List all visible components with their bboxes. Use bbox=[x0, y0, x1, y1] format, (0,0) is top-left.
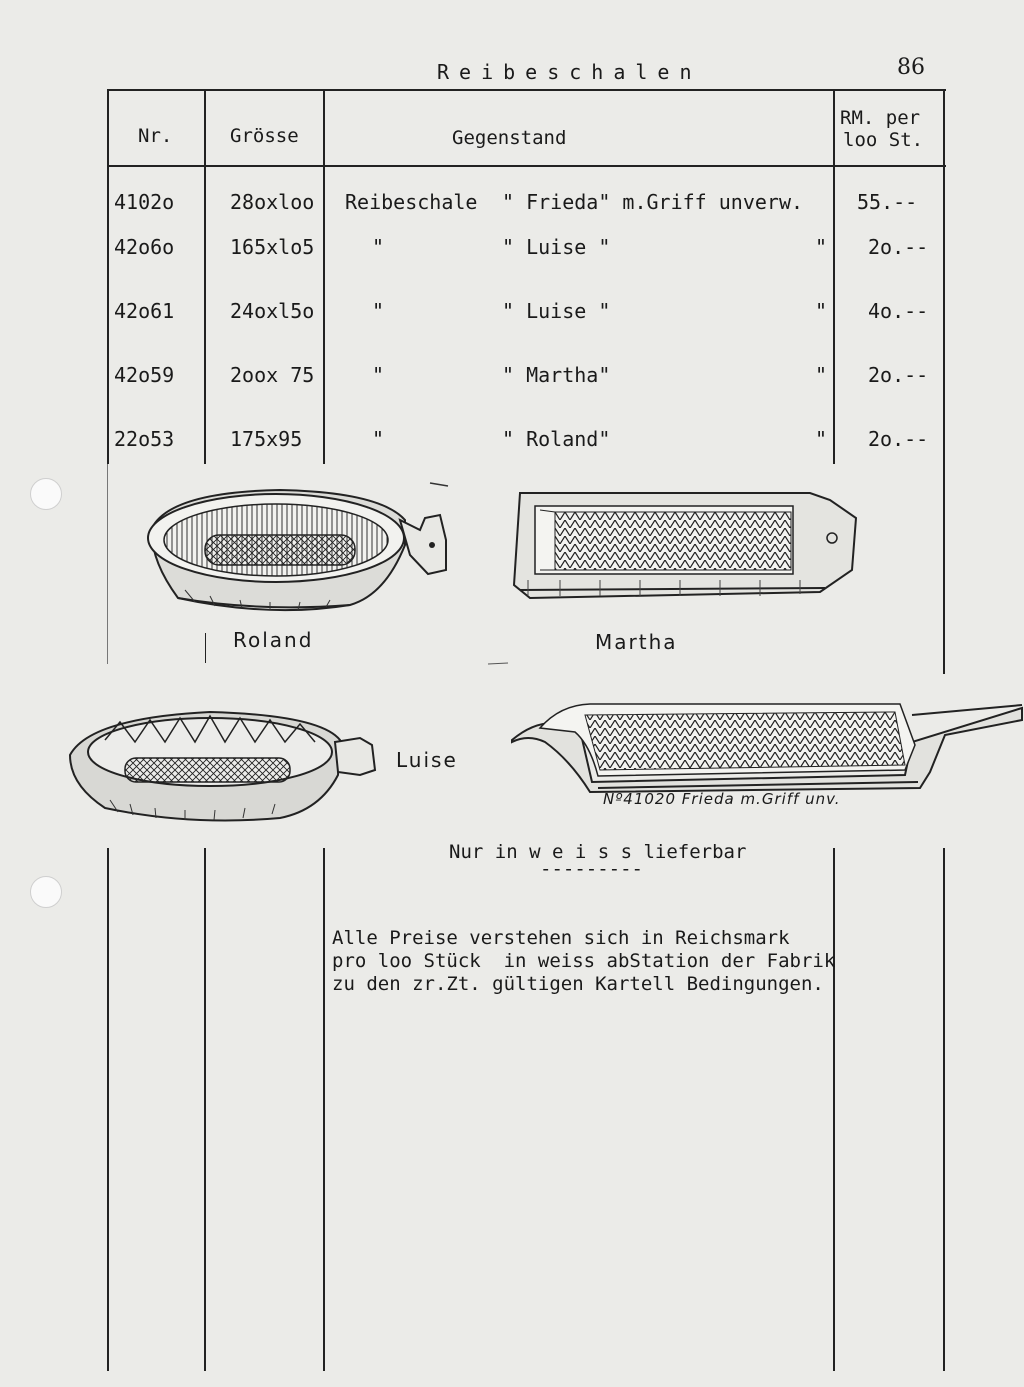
page-title: Reibeschalen bbox=[437, 60, 702, 84]
row-2-item-a: " bbox=[372, 299, 385, 323]
roland-dish-icon bbox=[148, 490, 446, 610]
row-4-item-c: " bbox=[815, 427, 828, 451]
row-3-item-a: " bbox=[372, 363, 385, 387]
row-4-size: 175x95 bbox=[230, 427, 303, 451]
row-4-item-a: " bbox=[372, 427, 385, 451]
lower-col-divider-nr bbox=[204, 848, 206, 1371]
row-2-price: 4o.-- bbox=[868, 299, 929, 323]
terms-line-2: pro loo Stück in weiss abStation der Fabrik bbox=[332, 950, 836, 972]
lower-col-divider-size bbox=[323, 848, 325, 1371]
stray-mark bbox=[488, 663, 508, 664]
row-1-nr: 42o6o bbox=[114, 235, 175, 259]
roland-label: Roland bbox=[233, 628, 314, 652]
header-item: Gegenstand bbox=[452, 127, 567, 149]
row-0-size: 28oxloo bbox=[230, 190, 315, 214]
row-3-nr: 42o59 bbox=[114, 363, 175, 387]
row-0-item-a: Reibeschale bbox=[345, 190, 478, 214]
col-divider-price bbox=[833, 89, 835, 464]
row-1-item-c: " bbox=[815, 235, 828, 259]
row-3-price: 2o.-- bbox=[868, 363, 929, 387]
row-1-item-b: " Luise " bbox=[502, 235, 611, 259]
row-0-nr: 4102o bbox=[114, 190, 175, 214]
lower-right-border bbox=[943, 848, 945, 1371]
row-1-item-a: " bbox=[372, 235, 385, 259]
col-divider-nr bbox=[204, 89, 206, 464]
row-3-item-b: " Martha" bbox=[502, 363, 611, 387]
frieda-label: Nº41020 Frieda m.Griff unv. bbox=[603, 790, 841, 808]
row-3-item-c: " bbox=[815, 363, 828, 387]
row-3-size: 2oox 75 bbox=[230, 363, 315, 387]
martha-grater-icon bbox=[514, 493, 856, 598]
row-2-size: 24oxl5o bbox=[230, 299, 315, 323]
row-0-price: 55.-- bbox=[857, 190, 918, 214]
availability-underline: --------- bbox=[540, 858, 643, 880]
luise-label: Luise bbox=[396, 748, 458, 772]
row-4-item-b: " Roland" bbox=[502, 427, 611, 451]
row-4-nr: 22o53 bbox=[114, 427, 175, 451]
luise-dish-icon bbox=[70, 712, 375, 820]
row-4-price: 2o.-- bbox=[868, 427, 929, 451]
terms-line-1: Alle Preise verstehen sich in Reichsmark bbox=[332, 927, 790, 949]
page-number: 86 bbox=[897, 55, 925, 80]
martha-label: Martha bbox=[595, 630, 678, 654]
table-header-rule bbox=[108, 165, 946, 167]
row-1-size: 165xlo5 bbox=[230, 235, 315, 259]
row-2-item-b: " Luise " bbox=[502, 299, 611, 323]
row-1-price: 2o.-- bbox=[868, 235, 929, 259]
row-2-nr: 42o61 bbox=[114, 299, 175, 323]
table-top-rule bbox=[108, 89, 946, 91]
header-nr: Nr. bbox=[138, 125, 173, 147]
terms-line-3: zu den zr.Zt. gültigen Kartell Bedingungen. bbox=[332, 973, 824, 995]
availability-note: Nur in w e i s s lieferbar bbox=[449, 841, 747, 863]
header-price-line2: loo St. bbox=[843, 129, 924, 151]
lower-col-divider-price bbox=[833, 848, 835, 1371]
header-price-line1: RM. per bbox=[840, 107, 921, 129]
table-left-border bbox=[107, 89, 109, 464]
illustrations bbox=[0, 470, 1024, 830]
frieda-grater-icon bbox=[512, 704, 1022, 792]
row-0-item-b: " Frieda" m.Griff unverw. bbox=[502, 190, 804, 214]
punch-hole-bottom bbox=[30, 876, 62, 908]
stray-mark bbox=[430, 483, 448, 486]
header-size: Grösse bbox=[230, 125, 299, 147]
lower-left-border bbox=[107, 848, 109, 1371]
col-divider-size bbox=[323, 89, 325, 464]
row-2-item-c: " bbox=[815, 299, 828, 323]
